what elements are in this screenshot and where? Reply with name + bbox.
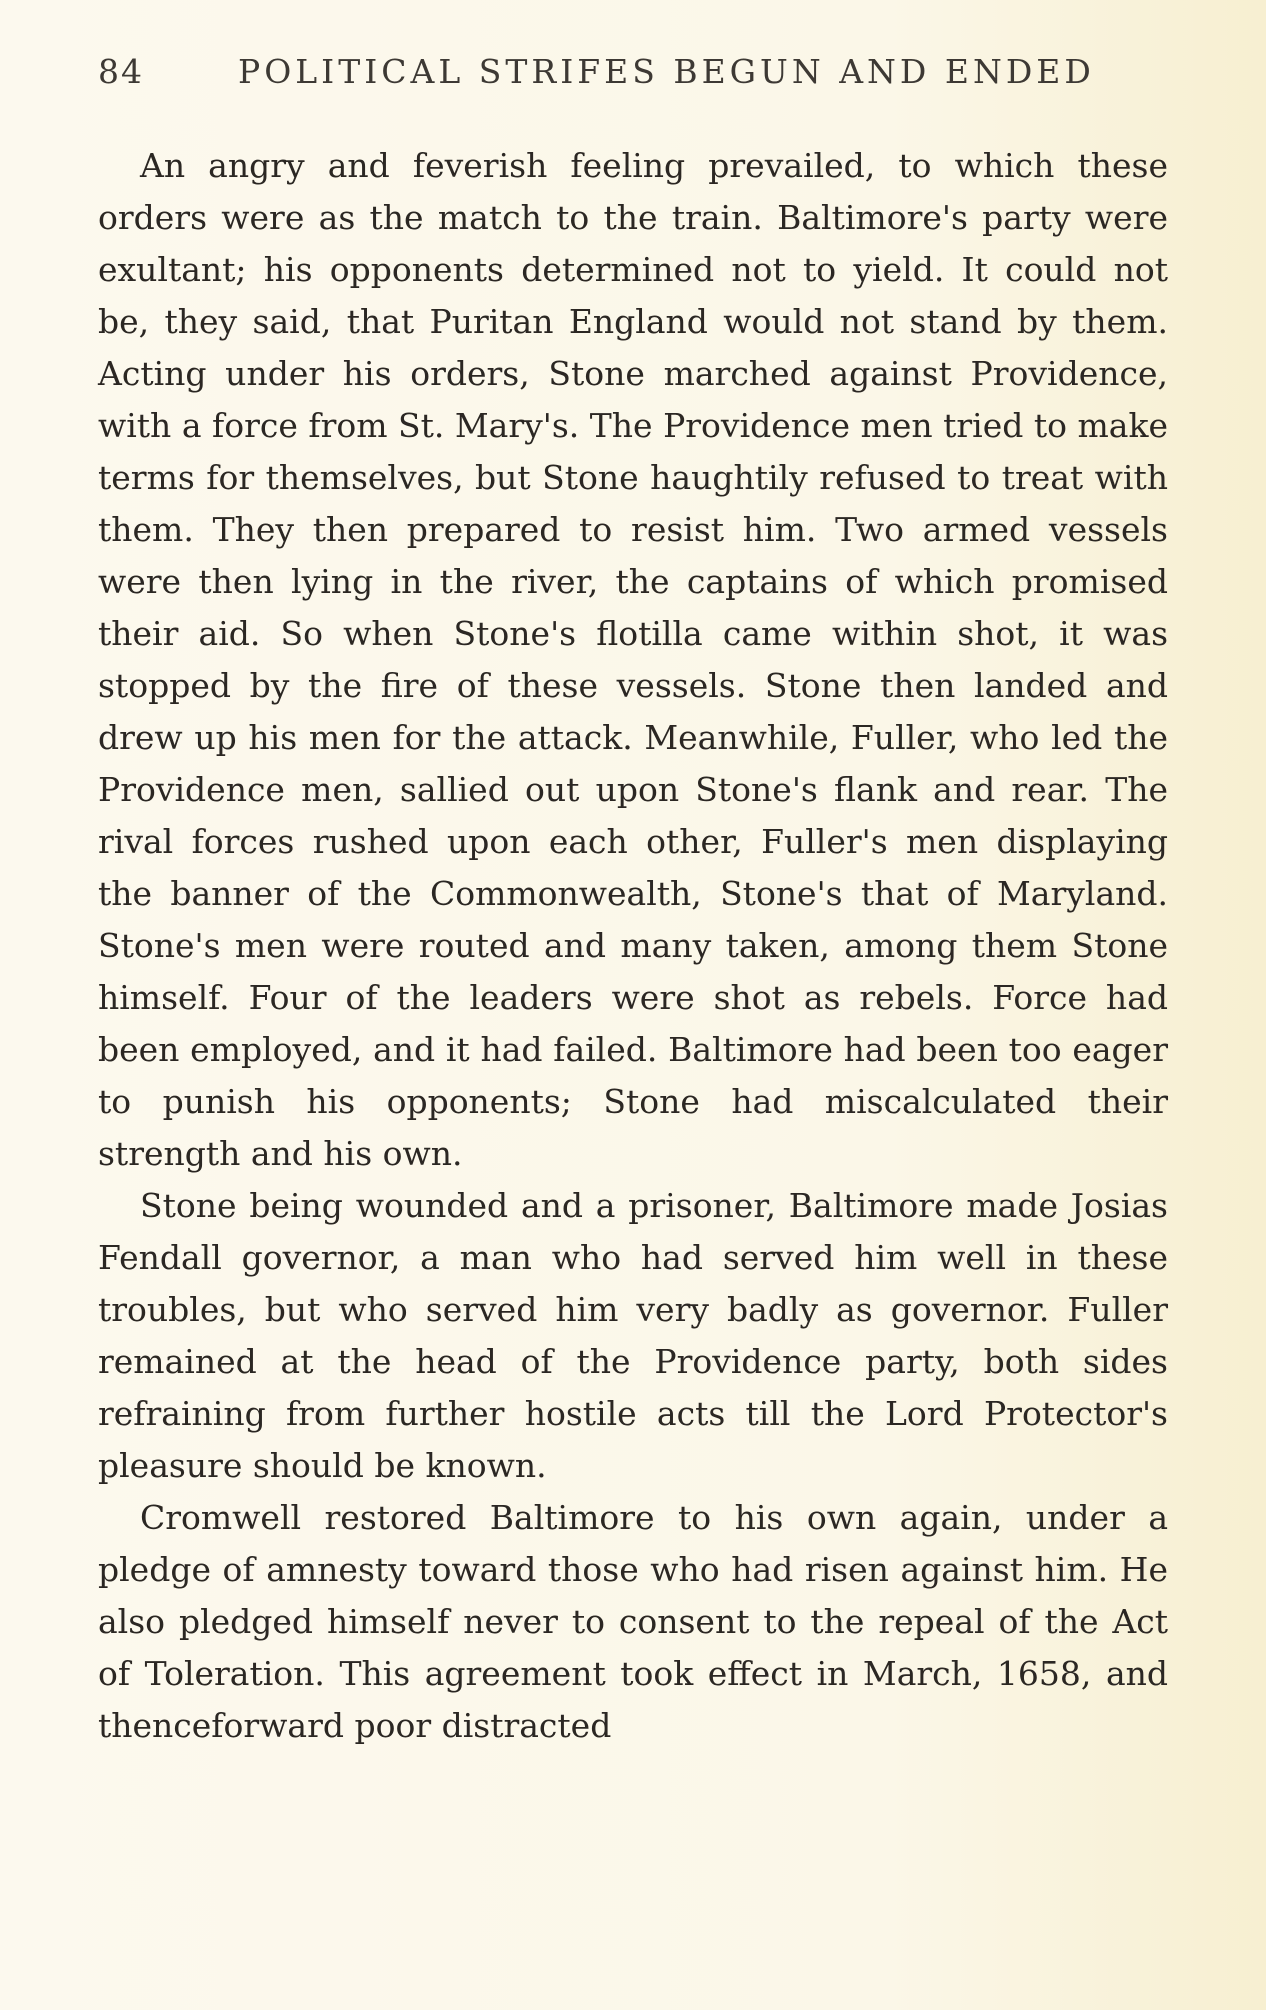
paragraph: An angry and feverish feeling prevailed, to which these orders were as the match to the train. Baltimore's party were exultant; his opponents determined not to yield. It could not be, they said, that Puritan England would not stand by them. Acting under his orders, Stone marched against Providence, with a force from St. Mary's. The Providence men tried to make terms for themselves, but Stone haughtily refused to treat with them. They then prepared to resist him. Two armed vessels were then lying in the river, the captains of which promised their aid. So when Stone's flotilla came within shot, it was stopped by the fire of these vessels. Stone then landed and drew up his men for the attack. Meanwhile, Fuller, who led the Providence men, sallied out upon Stone's flank and rear. The rival forces rushed upon each other, Fuller's men displaying the banner of the Commonwealth, Stone's that of Maryland. Stone's men were routed and many taken, among them Stone himself. Four of the leaders were shot as rebels. Force had been employed, and it had failed. Baltimore had been too eager to punish his opponents; Stone had miscalculated their strength and his own.	[98, 146, 1168, 1173]
paragraph: Cromwell restored Baltimore to his own again, under a pledge of amnesty toward those who had risen against him. He also pledged himself never to consent to the repeal of the Act of Toleration. This agreement took effect in March, 1658, and thenceforward poor distracted	[98, 1498, 1168, 1745]
running-head	[98, 52, 1098, 102]
page-number: 84	[98, 52, 144, 91]
chapter-title: POLITICAL STRIFES BEGUN AND ENDED	[238, 52, 1095, 91]
body-text	[98, 140, 1168, 1752]
paragraph: Stone being wounded and a prisoner, Baltimore made Josias Fendall governor, a man who had served him well in these troubles, but who served him very badly as governor. Fuller remained at the head of the Providence party, both sides refraining from further hostile acts till the Lord Protector's pleasure should be known.	[98, 1186, 1168, 1485]
